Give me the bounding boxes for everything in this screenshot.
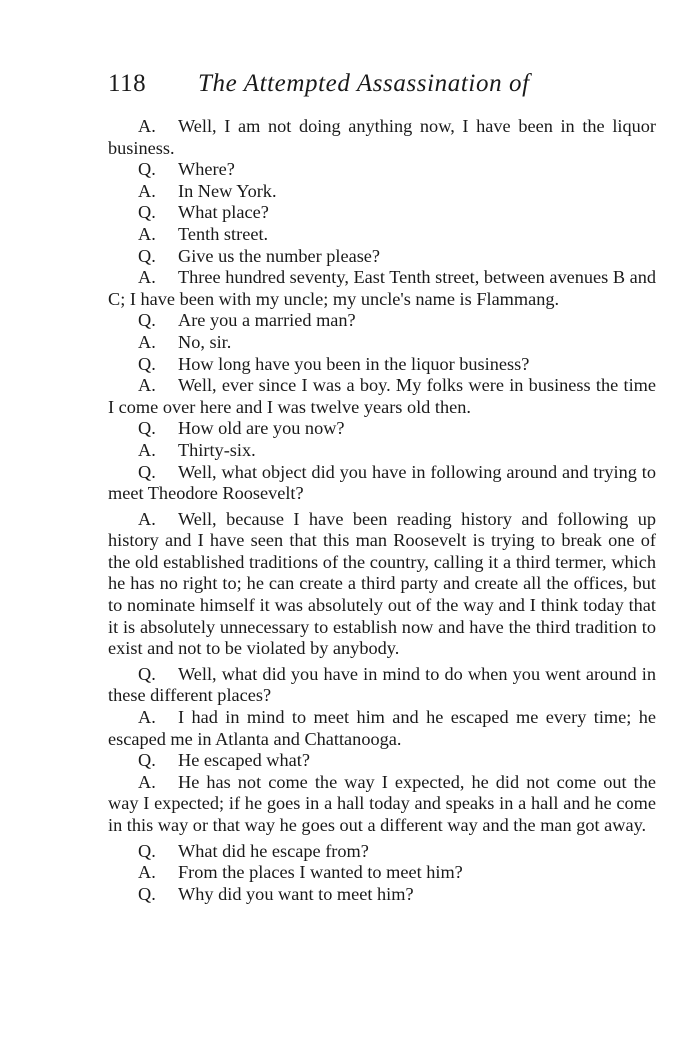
paragraph-text: Give us the number please? [178, 245, 381, 266]
speaker-label: Q. [138, 840, 156, 861]
transcript-paragraph [108, 202, 656, 224]
book-page [108, 70, 656, 905]
transcript-paragraph [108, 159, 656, 181]
running-title: The Attempted Assassination of [198, 70, 530, 97]
transcript-paragraph [108, 462, 656, 505]
paragraph-text: Are you a married man? [178, 310, 356, 331]
paragraph-text: Why did you want to meet him? [178, 883, 414, 904]
paragraph-text: Thirty-six. [178, 439, 256, 460]
paragraph-text: Well, I am not doing anything now, I have been in the liquor business. [108, 116, 656, 158]
paragraph-text: How long have you been in the liquor business? [178, 353, 530, 374]
speaker-label: A. [138, 180, 156, 201]
speaker-label: Q. [138, 418, 156, 439]
paragraph-text: Three hundred seventy, East Tenth street, between avenues B and C; I have been with my uncle; my uncle's name is Flammang. [108, 267, 656, 309]
speaker-label: Q. [138, 202, 156, 223]
transcript-paragraph [108, 181, 656, 203]
paragraph-text: Well, because I have been reading history and following up history and I have seen that this man Roosevelt is trying to break one of the old established traditions of the country, calling it a third termer, which he has no right to; he can create a third party and create all the offices, but to nominate himself it was absolutely out of the way and I think today that it is absolutely unnecessary to establish now and have the third tradition to exist and not to be violated by anybody. [108, 508, 656, 659]
transcript-paragraph [108, 332, 656, 354]
transcript-paragraph [108, 224, 656, 246]
page-header [108, 70, 656, 106]
speaker-label: A. [138, 267, 156, 288]
speaker-label: A. [138, 707, 156, 728]
transcript-paragraph [108, 267, 656, 310]
speaker-label: A. [138, 375, 156, 396]
speaker-label: Q. [138, 310, 156, 331]
transcript-paragraph [108, 116, 656, 159]
transcript-paragraph [108, 418, 656, 440]
speaker-label: A. [138, 439, 156, 460]
transcript-paragraph [108, 772, 656, 837]
transcript-paragraph [108, 354, 656, 376]
speaker-label: Q. [138, 663, 156, 684]
speaker-label: Q. [138, 353, 156, 374]
speaker-label: A. [138, 508, 156, 529]
transcript-paragraph [108, 707, 656, 750]
paragraph-text: Well, what did you have in mind to do when you went around in these different places? [108, 663, 656, 706]
speaker-label: A. [138, 331, 156, 352]
transcript-paragraph [108, 664, 656, 707]
testimony-transcript [108, 116, 656, 905]
transcript-paragraph [108, 375, 656, 418]
paragraph-text: Tenth street. [178, 223, 269, 244]
transcript-paragraph [108, 884, 656, 906]
paragraph-text: He escaped what? [178, 750, 310, 771]
transcript-paragraph [108, 750, 656, 772]
speaker-label: Q. [138, 883, 156, 904]
speaker-label: Q. [138, 750, 156, 771]
speaker-label: A. [138, 862, 156, 883]
transcript-paragraph [108, 440, 656, 462]
paragraph-text: He has not come the way I expected, he did not come out the way I expected; if he goes in a hall today and speaks in a hall and he come in this way or that way he goes out a different way and the man got away. [108, 771, 656, 835]
transcript-paragraph [108, 841, 656, 863]
paragraph-text: How old are you now? [178, 418, 345, 439]
transcript-paragraph [108, 246, 656, 268]
transcript-paragraph [108, 862, 656, 884]
transcript-paragraph [108, 509, 656, 660]
paragraph-text: What did he escape from? [178, 840, 369, 861]
speaker-label: A. [138, 771, 156, 792]
paragraph-text: In New York. [178, 180, 277, 201]
paragraph-text: No, sir. [178, 331, 232, 352]
paragraph-text: Well, ever since I was a boy. My folks were in business the time I come over here and I was twelve years old then. [108, 375, 656, 417]
speaker-label: Q. [138, 245, 156, 266]
page-number: 118 [108, 70, 147, 97]
speaker-label: Q. [138, 461, 156, 482]
paragraph-text: Where? [178, 159, 235, 180]
paragraph-text: From the places I wanted to meet him? [178, 862, 463, 883]
speaker-label: A. [138, 223, 156, 244]
paragraph-text: I had in mind to meet him and he escaped me every time; he escaped me in Atlanta and Chattanooga. [108, 707, 656, 749]
paragraph-text: What place? [178, 202, 269, 223]
speaker-label: A. [138, 116, 156, 136]
speaker-label: Q. [138, 159, 156, 180]
paragraph-text: Well, what object did you have in following around and trying to meet Theodore Roosevelt? [108, 461, 656, 504]
transcript-paragraph [108, 310, 656, 332]
